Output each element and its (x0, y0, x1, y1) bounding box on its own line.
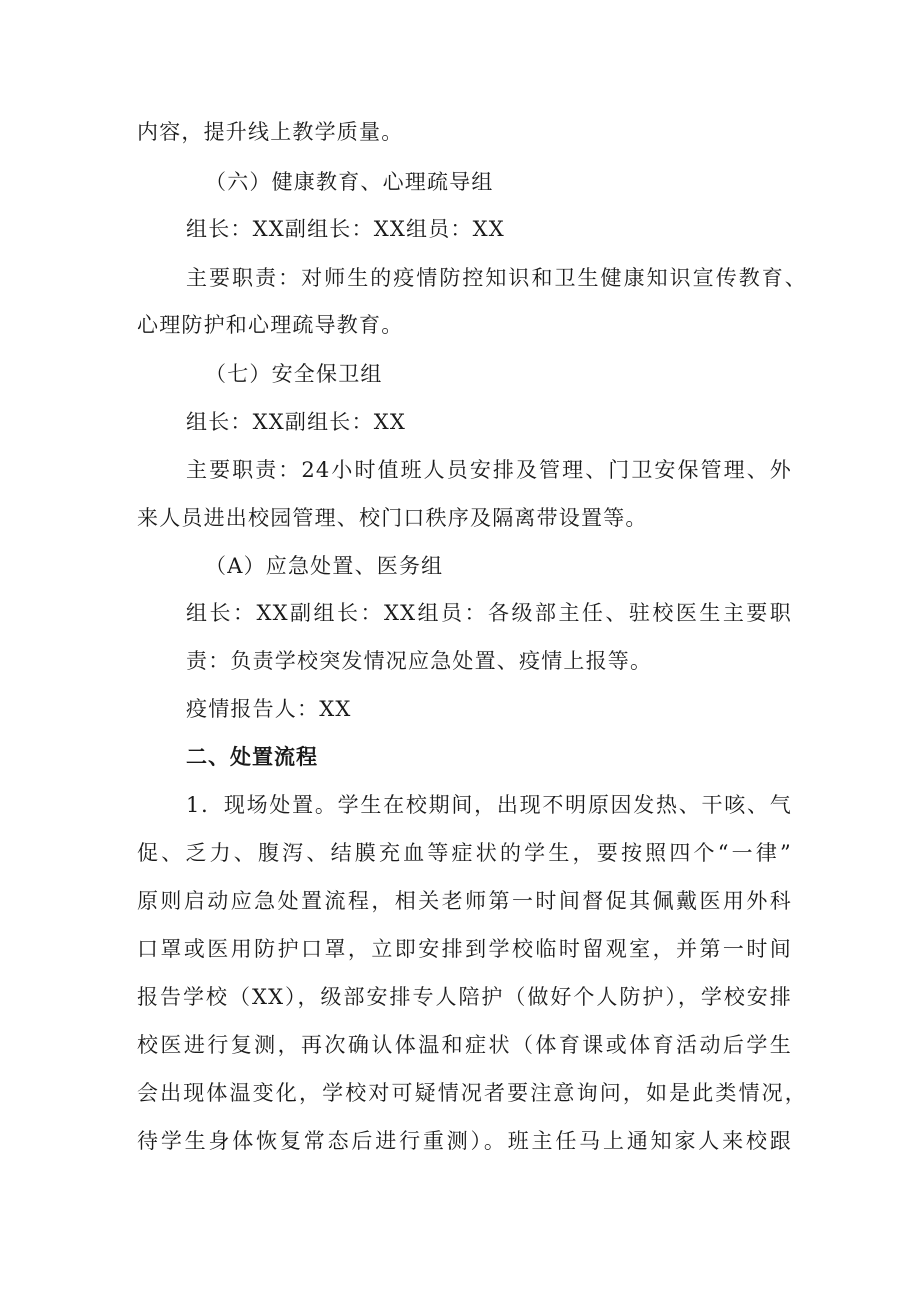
paragraph-line: 疫情报告人：XX (186, 697, 352, 721)
section-heading: 二、处置流程 (186, 745, 318, 769)
paragraph-line: 校医进行复测，再次确认体温和症状（体育课或体育活动后学生 (137, 1033, 792, 1057)
paragraph-line: 口罩或医用防护口罩，立即安排到学校临时留观室，并第一时间 (137, 937, 792, 961)
paragraph-line: 报告学校（XX），级部安排专人陪护（做好个人防护），学校安排 (137, 985, 792, 1009)
paragraph-line: 心理防护和心理疏导教育。 (137, 313, 404, 337)
paragraph-line: 来人员进出校园管理、校门口秩序及隔离带设置等。 (137, 506, 648, 530)
paragraph-line: 主要职责：24小时值班人员安排及管理、门卫安保管理、外 (186, 458, 792, 482)
paragraph-line: 责：负责学校突发情况应急处置、疫情上报等。 (186, 649, 653, 673)
paragraph-line: 待学生身体恢复常态后进行重测）。班主任马上通知家人来校跟 (137, 1129, 792, 1153)
section-title: （七）安全保卫组 (205, 362, 383, 386)
paragraph-line: 组长：XX副组长：XX组员：XX (186, 217, 505, 241)
section-title: （A）应急处置、医务组 (205, 554, 444, 578)
paragraph-line: 组长：XX副组长：XX (186, 410, 407, 434)
paragraph-line: 会出现体温变化，学校对可疑情况者要注意询问，如是此类情况， (137, 1081, 807, 1105)
paragraph-line: 促、乏力、腹泻、结膜充血等症状的学生，要按照四个“一律” (137, 841, 792, 865)
paragraph-line: 内容，提升线上教学质量。 (137, 120, 404, 144)
paragraph-line: 组长：XX副组长：XX组员：各级部主任、驻校医生主要职 (186, 601, 792, 625)
paragraph-line: 1．现场处置。学生在校期间，出现不明原因发热、干咳、气 (186, 793, 792, 817)
paragraph-line: 主要职责：对师生的疫情防控知识和卫生健康知识宣传教育、 (186, 266, 807, 290)
section-title: （六）健康教育、心理疏导组 (205, 170, 494, 194)
paragraph-line: 原则启动应急处置流程，相关老师第一时间督促其佩戴医用外科 (137, 889, 792, 913)
